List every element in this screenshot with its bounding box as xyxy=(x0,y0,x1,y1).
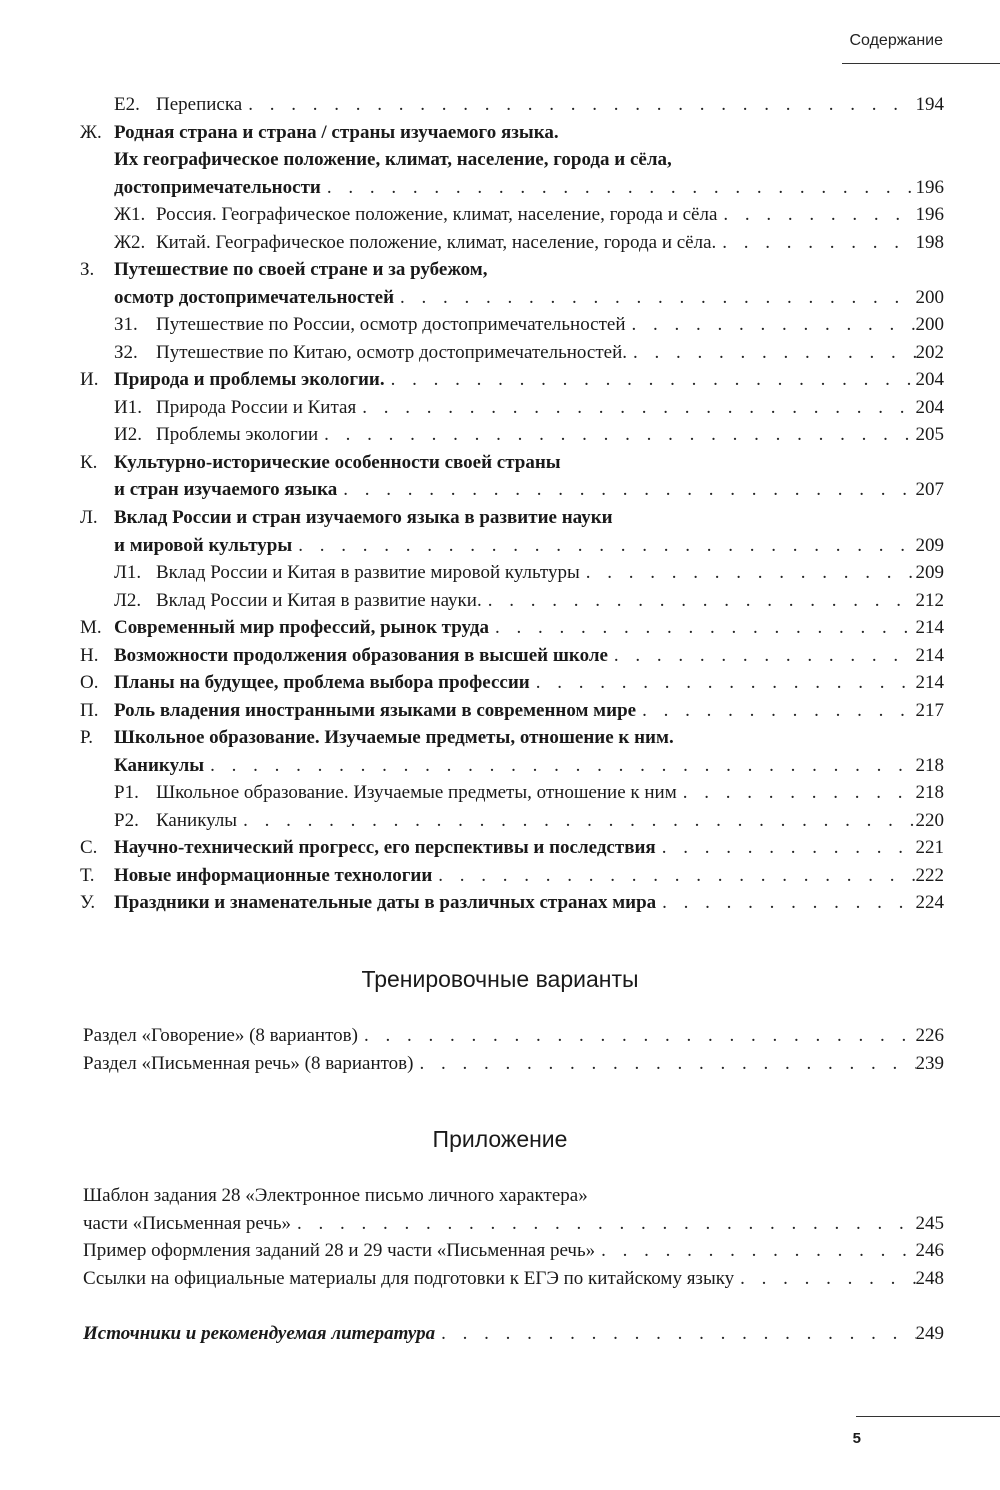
toc-title: осмотр достопримечательностей xyxy=(114,287,395,308)
toc-entry-u[interactable] xyxy=(80,889,944,916)
toc-title: Праздники и знаменательные даты в различных странах мира xyxy=(114,892,657,913)
toc-entry-zh2[interactable] xyxy=(114,229,944,256)
dot-leader xyxy=(608,642,916,669)
dot-leader xyxy=(656,889,915,916)
toc-code: К. xyxy=(80,452,98,473)
dot-leader xyxy=(204,752,915,779)
dot-leader xyxy=(432,862,915,889)
toc-page: 212 xyxy=(915,590,944,611)
toc-page: 200 xyxy=(915,287,944,308)
toc-entry-i[interactable] xyxy=(80,366,944,393)
toc-code: Ж1. xyxy=(114,204,146,225)
toc-code: Ж. xyxy=(80,122,102,143)
toc-title: Их географическое положение, климат, население, города и сёла, xyxy=(114,149,672,170)
toc-entry-example[interactable] xyxy=(83,1237,944,1264)
toc-entry-links[interactable] xyxy=(83,1265,944,1292)
toc-code: О. xyxy=(80,672,99,693)
toc-entry-i2[interactable] xyxy=(114,421,944,448)
dot-leader xyxy=(636,697,915,724)
toc-page: 248 xyxy=(915,1268,944,1289)
toc-entry-z1[interactable] xyxy=(114,311,944,338)
toc-title: достопримечательности xyxy=(114,177,321,198)
toc-code: З. xyxy=(80,259,95,280)
dot-leader xyxy=(716,229,915,256)
header-section-label: Содержание xyxy=(849,32,943,49)
toc-entry-z2[interactable] xyxy=(114,339,944,366)
toc-code: И1. xyxy=(114,397,142,418)
toc-entry-o[interactable] xyxy=(80,669,944,696)
toc-title: Родная страна и страна / страны изучаемого языка. xyxy=(114,122,559,143)
toc-title: Вклад России и Китая в развитие науки. xyxy=(156,590,482,611)
toc-page: 239 xyxy=(915,1053,944,1074)
toc-code: З2. xyxy=(114,342,138,363)
toc-page: 221 xyxy=(915,837,944,858)
toc-title: Переписка xyxy=(156,94,243,115)
toc-entry-e2[interactable] xyxy=(114,91,944,118)
toc-page: 194 xyxy=(915,94,944,115)
dot-leader xyxy=(337,476,915,503)
toc-title: Проблемы экологии xyxy=(156,424,319,445)
dot-leader xyxy=(734,1265,915,1292)
toc-code: Л1. xyxy=(114,562,142,583)
toc-entry-r2[interactable] xyxy=(114,807,944,834)
toc-page: 205 xyxy=(915,424,944,445)
toc-page: 207 xyxy=(915,479,944,500)
toc-entry-l-line2[interactable] xyxy=(114,532,944,559)
toc-entry-zh-line2[interactable] xyxy=(114,146,672,173)
toc-title: Новые информационные технологии xyxy=(114,865,433,886)
toc-entry-r1[interactable] xyxy=(114,779,944,806)
toc-title: Природа России и Китая xyxy=(156,397,357,418)
dot-leader xyxy=(626,311,916,338)
toc-page: 209 xyxy=(915,535,944,556)
toc-page: 226 xyxy=(915,1025,944,1046)
toc-entry-t[interactable] xyxy=(80,862,944,889)
toc-page: 218 xyxy=(915,755,944,776)
footer-rule xyxy=(856,1416,1000,1417)
toc-title: Россия. Географическое положение, климат, население, города и сёла xyxy=(156,204,718,225)
toc-page: 214 xyxy=(915,672,944,693)
toc-title: Возможности продолжения образования в высшей школе xyxy=(114,645,608,666)
toc-code: Л. xyxy=(80,507,98,528)
dot-leader xyxy=(482,587,916,614)
toc-title: Вклад России и стран изучаемого языка в развитие науки xyxy=(114,507,613,528)
toc-title: Китай. Географическое положение, климат, население, города и сёла. xyxy=(156,232,717,253)
toc-title: и стран изучаемого языка xyxy=(114,479,338,500)
toc-code: П. xyxy=(80,700,99,721)
toc-entry-l1[interactable] xyxy=(114,559,944,586)
toc-code: С. xyxy=(80,837,98,858)
dot-leader xyxy=(413,1050,915,1077)
toc-entry-zh1[interactable] xyxy=(114,201,944,228)
toc-page: 204 xyxy=(915,397,944,418)
toc-page: 209 xyxy=(915,562,944,583)
toc-entry-r-line1[interactable] xyxy=(80,724,674,751)
toc-title: Школьное образование. Изучаемые предметы, отношение к ним xyxy=(156,782,677,803)
toc-title: части «Письменная речь» xyxy=(83,1213,292,1234)
dot-leader xyxy=(677,779,916,806)
toc-page: 200 xyxy=(915,314,944,335)
toc-title: и мировой культуры xyxy=(114,535,293,556)
dot-leader xyxy=(356,394,915,421)
toc-page: 224 xyxy=(915,892,944,913)
toc-code: Л2. xyxy=(114,590,142,611)
toc-code: Р. xyxy=(80,727,93,748)
dot-leader xyxy=(318,421,915,448)
dot-leader xyxy=(717,201,915,228)
toc-title: Роль владения иностранными языками в современном мире xyxy=(114,700,637,721)
toc-code: М. xyxy=(80,617,102,638)
dot-leader xyxy=(580,559,916,586)
toc-page: 214 xyxy=(915,617,944,638)
toc-title: Научно-технический прогресс, его перспективы и последствия xyxy=(114,837,656,858)
dot-leader xyxy=(435,1320,915,1347)
toc-title: Путешествие по Китаю, осмотр достопримечательностей. xyxy=(156,342,627,363)
toc-title: Ссылки на официальные материалы для подготовки к ЕГЭ по китайскому языку xyxy=(83,1268,735,1289)
toc-entry-l2[interactable] xyxy=(114,587,944,614)
toc-title: Школьное образование. Изучаемые предметы, отношение к ним. xyxy=(114,727,674,748)
toc-entry-speaking[interactable] xyxy=(83,1022,944,1049)
toc-page: 217 xyxy=(915,700,944,721)
toc-title: Культурно-исторические особенности своей страны xyxy=(114,452,561,473)
toc-page: 198 xyxy=(915,232,944,253)
toc-page: 246 xyxy=(915,1240,944,1261)
dot-leader xyxy=(385,366,916,393)
toc-title: Планы на будущее, проблема выбора профессии xyxy=(114,672,530,693)
toc-title: Путешествие по России, осмотр достопримечательностей xyxy=(156,314,626,335)
toc-page: 245 xyxy=(915,1213,944,1234)
dot-leader xyxy=(292,532,915,559)
dot-leader xyxy=(394,284,915,311)
toc-code: И2. xyxy=(114,424,142,445)
toc-entry-l-line1[interactable] xyxy=(80,504,613,531)
toc-entry-z-line1[interactable] xyxy=(80,256,487,283)
toc-code: Т. xyxy=(80,865,95,886)
toc-page: 218 xyxy=(915,782,944,803)
toc-title: Каникулы xyxy=(114,755,205,776)
toc-code: У. xyxy=(80,892,96,913)
toc-code: Р2. xyxy=(114,810,139,831)
dot-leader xyxy=(595,1237,915,1264)
toc-entry-p[interactable] xyxy=(80,697,944,724)
toc-page: 249 xyxy=(915,1323,944,1344)
header-rule xyxy=(842,63,1000,64)
toc-entry-m[interactable] xyxy=(80,614,944,641)
toc-entry-k-line2[interactable] xyxy=(114,476,944,503)
toc-title: Пример оформления заданий 28 и 29 части «Письменная речь» xyxy=(83,1240,596,1261)
toc-entry-sources[interactable] xyxy=(83,1320,944,1347)
toc-entry-k-line1[interactable] xyxy=(80,449,561,476)
toc-page: 222 xyxy=(915,865,944,886)
toc-title: Шаблон задания 28 «Электронное письмо личного характера» xyxy=(83,1185,588,1206)
toc-entry-z-line2[interactable] xyxy=(114,284,944,311)
toc-entry-template-line1[interactable] xyxy=(83,1182,588,1209)
toc-entry-zh-line3[interactable] xyxy=(114,174,944,201)
toc-entry-i1[interactable] xyxy=(114,394,944,421)
toc-entry-r-line2[interactable] xyxy=(114,752,944,779)
toc-title: Современный мир профессий, рынок труда xyxy=(114,617,489,638)
toc-entry-template-line2[interactable] xyxy=(83,1210,944,1237)
toc-code: Р1. xyxy=(114,782,139,803)
toc-code: Н. xyxy=(80,645,99,666)
dot-leader xyxy=(242,91,915,118)
toc-title: Вклад России и Китая в развитие мировой культуры xyxy=(156,562,580,583)
toc-page: 196 xyxy=(915,204,944,225)
training-heading: Тренировочные варианты xyxy=(361,966,639,992)
dot-leader xyxy=(358,1022,916,1049)
dot-leader xyxy=(627,339,916,366)
toc-page: 202 xyxy=(915,342,944,363)
toc-code: Ж2. xyxy=(114,232,146,253)
dot-leader xyxy=(530,669,916,696)
toc-entry-s[interactable] xyxy=(80,834,944,861)
toc-page: 196 xyxy=(915,177,944,198)
dot-leader xyxy=(656,834,916,861)
toc-page: 214 xyxy=(915,645,944,666)
toc-title: Путешествие по своей стране и за рубежом, xyxy=(114,259,488,280)
appendix-heading: Приложение xyxy=(432,1126,568,1152)
dot-leader xyxy=(321,174,916,201)
toc-code: З1. xyxy=(114,314,138,335)
toc-page: 220 xyxy=(915,810,944,831)
toc-title: Каникулы xyxy=(156,810,238,831)
toc-title: Источники и рекомендуемая литература xyxy=(83,1323,436,1344)
toc-entry-n[interactable] xyxy=(80,642,944,669)
toc-page: 204 xyxy=(915,369,944,390)
toc-title: Раздел «Говорение» (8 вариантов) xyxy=(83,1025,358,1046)
toc-title: Раздел «Письменная речь» (8 вариантов) xyxy=(83,1053,414,1074)
toc-title: Природа и проблемы экологии. xyxy=(114,369,385,390)
toc-code: Е2. xyxy=(114,94,140,115)
toc-entry-writing[interactable] xyxy=(83,1050,944,1077)
toc-entry-zh-line1[interactable] xyxy=(80,119,559,146)
dot-leader xyxy=(237,807,915,834)
page-number: 5 xyxy=(852,1430,861,1447)
dot-leader xyxy=(489,614,916,641)
toc-code: И. xyxy=(80,369,99,390)
dot-leader xyxy=(291,1210,915,1237)
